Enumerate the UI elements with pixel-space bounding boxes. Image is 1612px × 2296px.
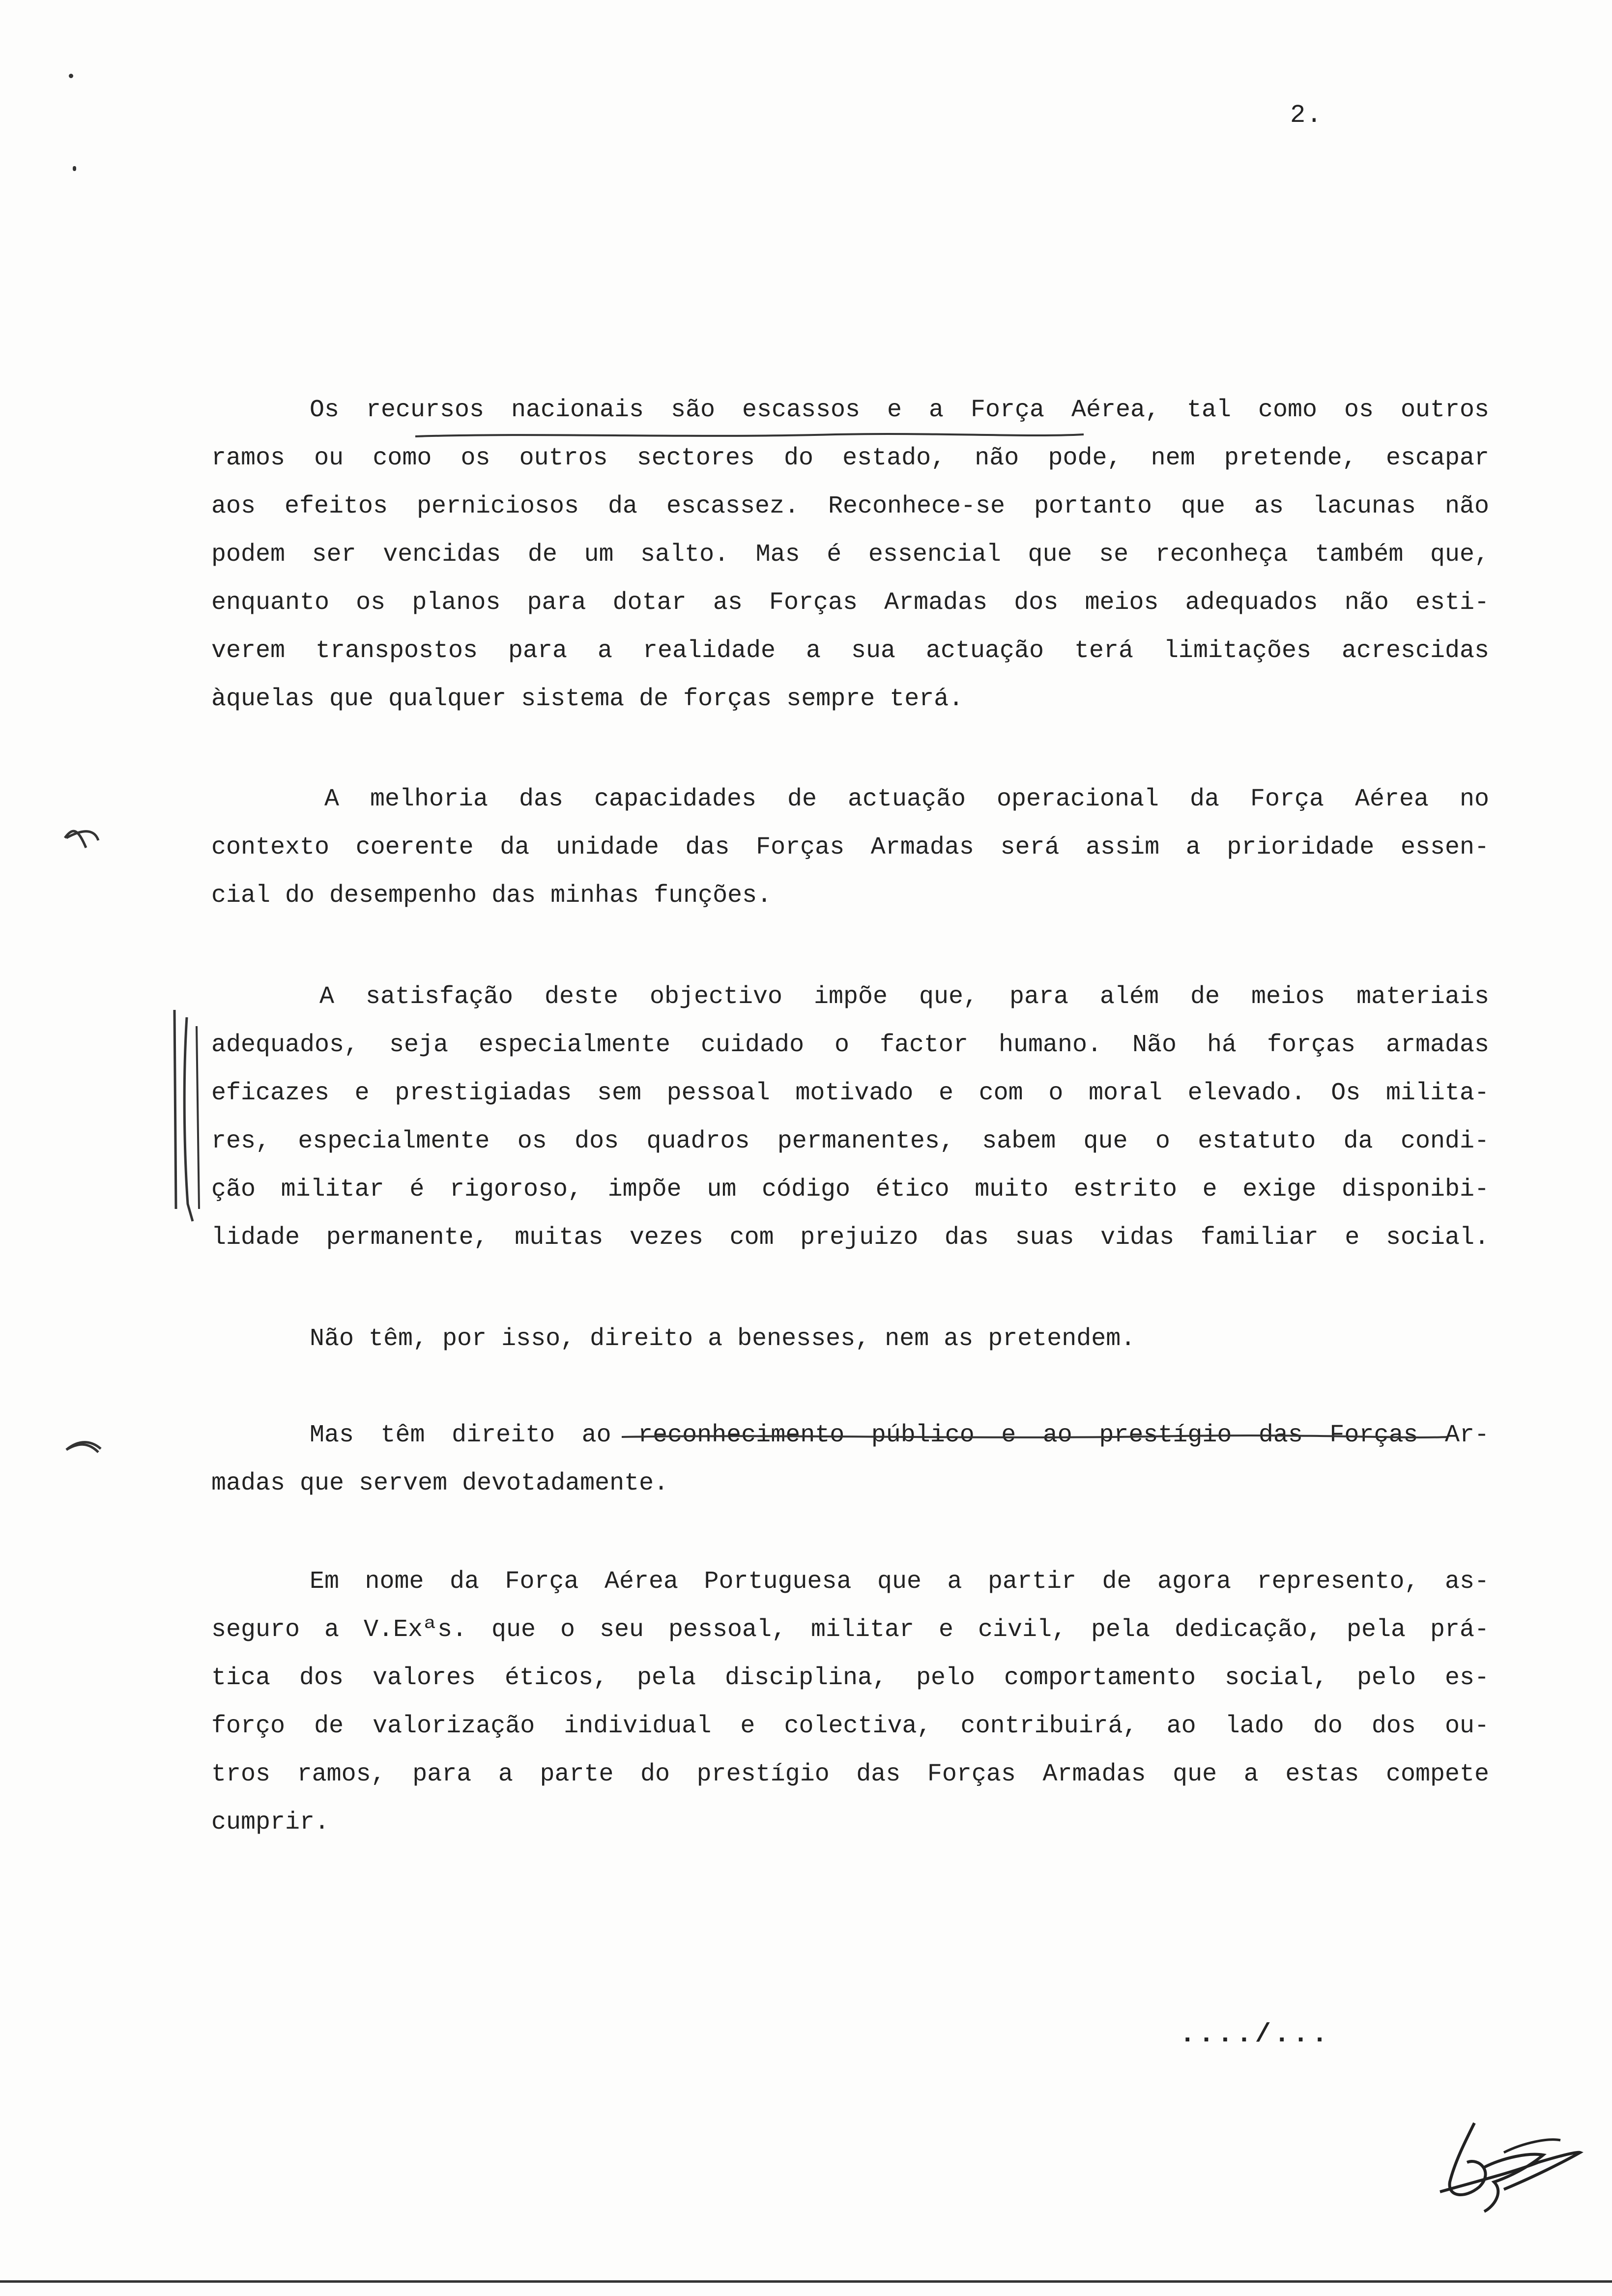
paragraph-line: aos efeitos perniciosos da escassez. Reconhece-se portanto que as lacunas não — [211, 492, 1489, 520]
paragraph-line: Não têm, por isso, direito a benesses, nem as pretendem. — [310, 1325, 1136, 1353]
paragraph-line: eficazes e prestigiadas sem pessoal motivado e com o moral elevado. Os milita- — [211, 1079, 1489, 1107]
paragraph-line: verem transpostos para a realidade a sua actuação terá limitações acrescidas — [211, 637, 1489, 665]
paragraph-line: tica dos valores éticos, pela disciplina, pelo comportamento social, pelo es- — [211, 1664, 1489, 1692]
page-bottom-rule — [0, 2280, 1612, 2283]
paragraph-line: cial do desempenho das minhas funções. — [211, 882, 772, 910]
paragraph-line: A melhoria das capacidades de actuação operacional da Força Aérea no — [324, 785, 1489, 813]
paragraph-line: cumprir. — [211, 1808, 330, 1837]
paragraph-line: Em nome da Força Aérea Portuguesa que a partir de agora represento, as- — [310, 1568, 1489, 1596]
paragraph-line: lidade permanente, muitas vezes com prejuizo das suas vidas familiar e social. — [211, 1224, 1489, 1252]
paragraph-line: podem ser vencidas de um salto. Mas é essencial que se reconheça também que, — [211, 541, 1489, 569]
paragraph-line: contexto coerente da unidade das Forças Armadas será assim a prioridade essen- — [211, 833, 1489, 861]
paragraph-line: ção militar é rigoroso, impõe um código ético muito estrito e exige disponibi- — [211, 1176, 1489, 1204]
paragraph-line: madas que servem devotadamente. — [211, 1469, 669, 1497]
continuation-mark: ..../... — [1180, 2020, 1331, 2050]
paragraph-line: tros ramos, para a parte do prestígio das Forças Armadas que a estas compete — [211, 1760, 1489, 1788]
paragraph-line: Os recursos nacionais são escassos e a Força Aérea, tal como os outros — [310, 396, 1489, 424]
paragraph-line: forço de valorização individual e colectiva, contribuirá, ao lado do dos ou- — [211, 1712, 1489, 1740]
paragraph-line: àquelas que qualquer sistema de forças sempre terá. — [211, 685, 964, 713]
page-number: 2. — [1290, 101, 1323, 130]
paragraph-line: enquanto os planos para dotar as Forças Armadas dos meios adequados não esti- — [211, 589, 1489, 617]
paragraph-line: A satisfação deste objectivo impõe que, para além de meios materiais — [319, 983, 1489, 1011]
paragraph-line: Mas têm direito ao reconhecimento público e ao prestígio das Forças Ar- — [310, 1421, 1489, 1449]
paragraph-line: seguro a V.Exªs. que o seu pessoal, militar e civil, pela dedicação, pela prá- — [211, 1616, 1489, 1644]
paragraph-line: adequados, seja especialmente cuidado o factor humano. Não há forças armadas — [211, 1031, 1489, 1059]
paragraph-line: res, especialmente os dos quadros permanentes, sabem que o estatuto da condi- — [211, 1127, 1489, 1155]
paragraph-line: ramos ou como os outros sectores do estado, não pode, nem pretende, escapar — [211, 444, 1489, 472]
